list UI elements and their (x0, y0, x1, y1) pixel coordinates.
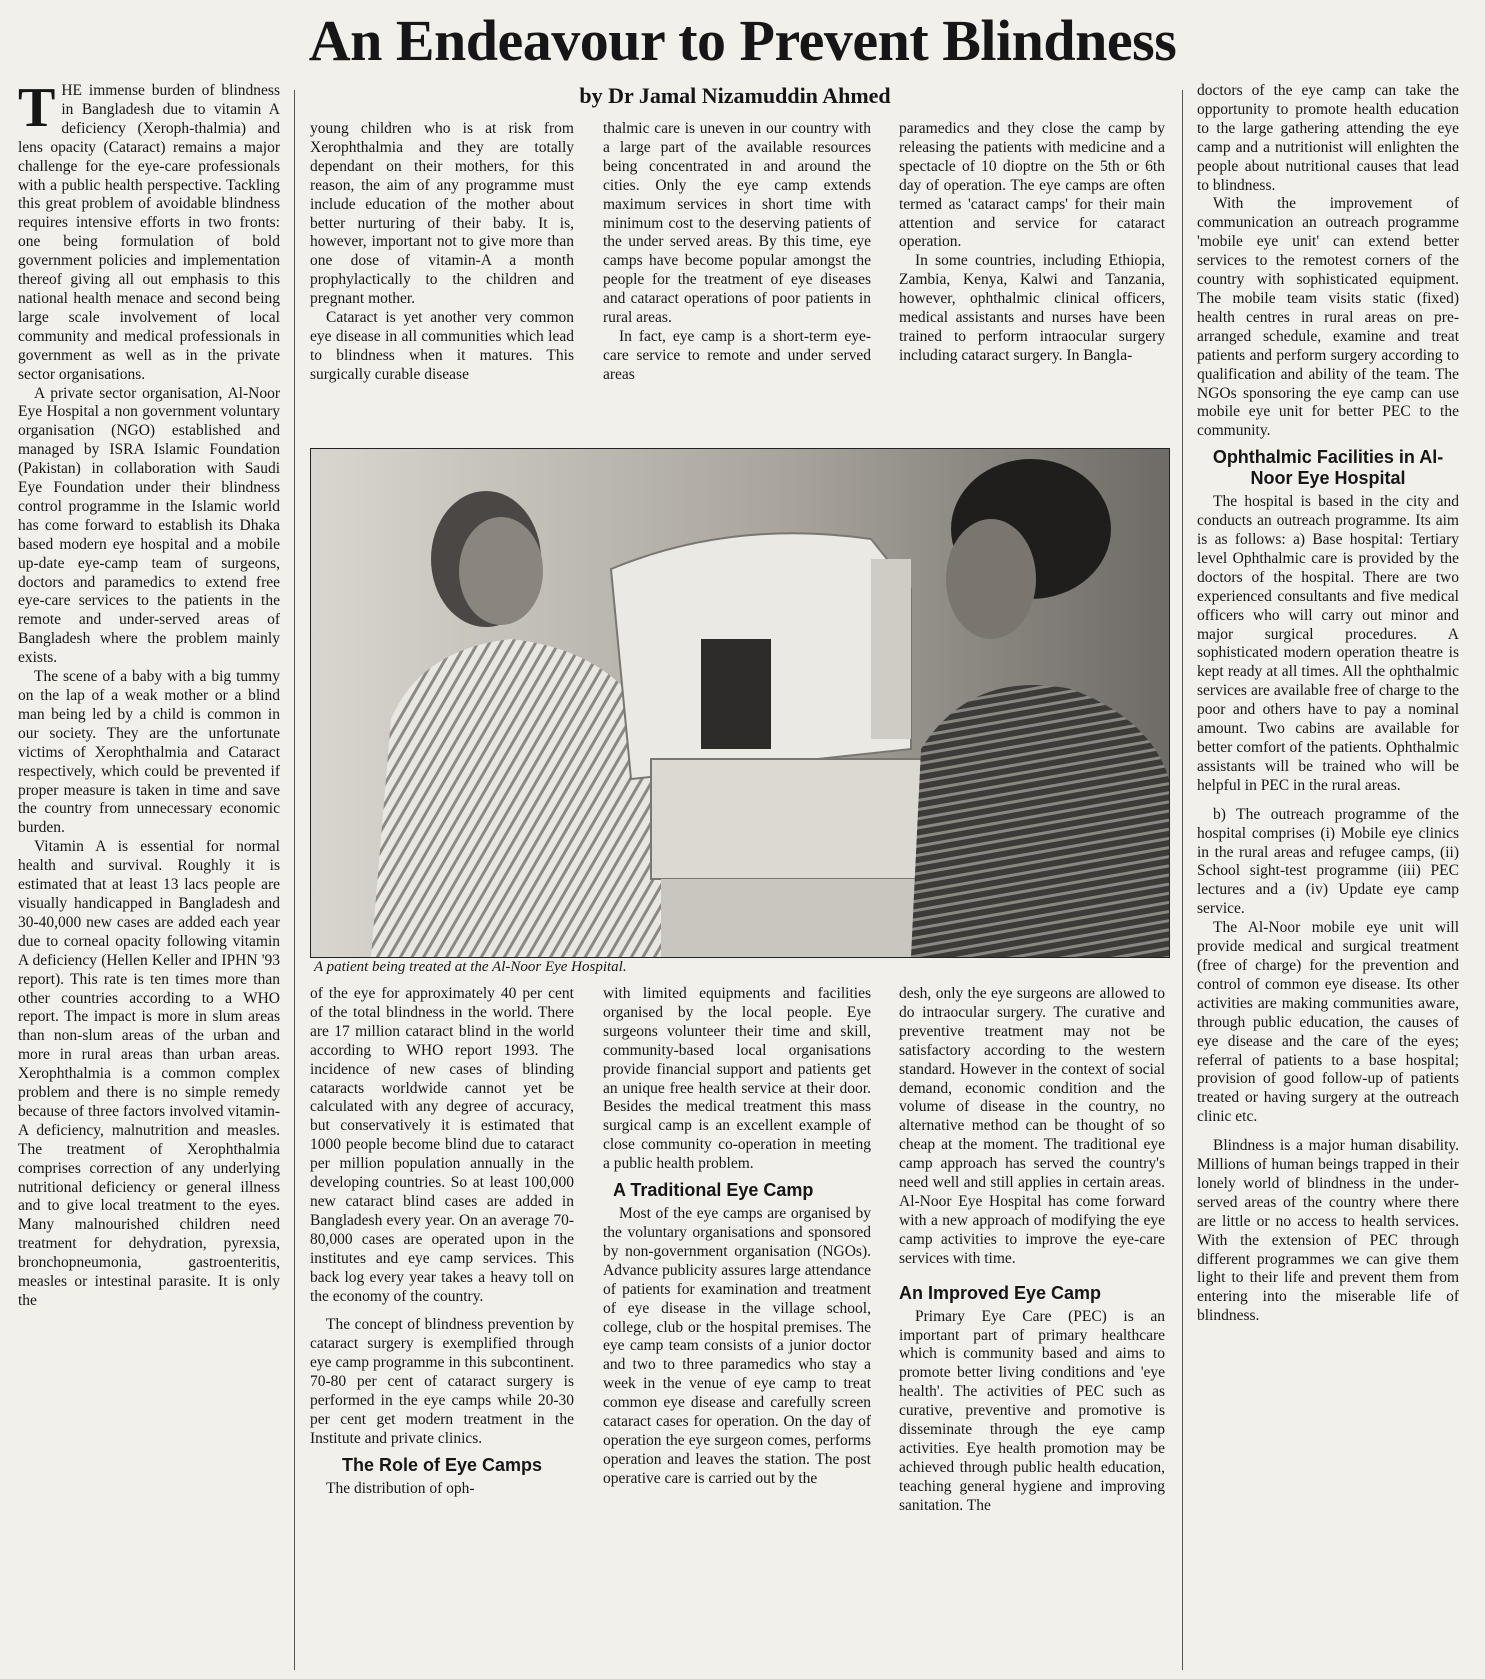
byline: by Dr Jamal Nizamuddin Ahmed (579, 83, 891, 108)
paragraph: desh, only the eye surgeons are allowed to do intraocular surgery. The curative and preventive treatment may not be satisfactory according to the western standard. However in the context of social demand, economic condition and the volume of disease in the country, no alternative method can be thought of so cheap at the moment. The traditional eye camp approach has served the country's need well and still applies in certain areas. Al-Noor Eye Hospital has come forward with a new approach of modifying the eye camp activities to improve the eye-care services with time. (899, 985, 1165, 1267)
paragraph: The concept of blindness prevention by cataract surgery is exemplified through eye camp programme in this subcontinent. 70-80 per cent of cataract surgery is performed in the eye camps while 20-30 per cent get modern treatment in the Institute and private clinics. (310, 1316, 574, 1447)
column-4-bottom (899, 985, 1165, 1675)
subhead-ophthalmic-facilities: Ophthalmic Facilities in Al-Noor Eye Hospital (1212, 447, 1444, 489)
column-5 (1197, 82, 1459, 1674)
column-rule (1182, 90, 1183, 1670)
column-1 (18, 82, 280, 1674)
paragraph: The distribution of oph- (326, 1479, 475, 1497)
paragraph: Primary Eye Care (PEC) is an important part of primary healthcare which is community based and aims to promote better living conditions and 'eye health'. The activities of PEC such as curative, preventive and promotive is disseminate through the eye camp activities. Eye health promotion may be achieved through public health education, teaching general hygiene and improving sanitation. The (899, 1307, 1165, 1514)
subhead-traditional-eye-camp: A Traditional Eye Camp (613, 1180, 814, 1201)
paragraph: In some countries, including Ethiopia, Zambia, Kenya, Kalwi and Tanzania, however, ophthalmic clinical officers, medical assistants and nurses have been trained to perform intraocular surgery including cataract surgery. In Bangla- (899, 252, 1165, 364)
paragraph: The Al-Noor mobile eye unit will provide medical and surgical treatment (free of charge) for the prevention and control of common eye disease. Its other activities are making communities aware, through public education, the causes of eye disease and the care of the eyes; referral of patients to a base hospital; provision of good follow-up of patients treated or having surgery at the outreach clinic etc. (1197, 919, 1459, 1126)
photo-illustration (311, 449, 1169, 957)
headline: An Endeavour to Prevent Blindness (308, 8, 1177, 73)
paragraph: of the eye for approximately 40 per cent of the total blindness in the world. There are 17 million cataract blind in the world according to WHO report 1993. The incidence of new cases of blinding cataracts worldwide cannot yet be calculated with any degree of accuracy, but conservatively it is estimated that 1000 people become blind due to cataract per million population annually in the developing countries. So at least 100,000 new cataract blind cases are added in Bangladesh every year. On an average 70-80,000 cases are operated upon in the institutes and eye camp services. This back log every year takes a heavy toll on the economy of the country. (310, 985, 574, 1305)
paragraph: Cataract is yet another very common eye disease in all communities which lead to blindness when it matures. This surgically curable disease (310, 309, 574, 383)
paragraph: Vitamin A is essential for normal health and survival. Roughly it is estimated that at least 13 lacs people are visually handicapped in Bangladesh and 30-40,000 new cases are added each year due to corneal opacity following vitamin A deficiency (Hellen Keller and IPHN '93 report). This rate is ten times more than other countries according to a WHO report. The impact is more in slum areas than non-slum areas of the urban and more in rural areas than urban areas. Xerophthalmia is a common complex problem and there is no simple remedy because of three factors involved vitamin-A deficiency, malnutrition and measles. The treatment of Xerophthalmia comprises correction of any underlying nutritional deficiency or general illness and to give local treatment to the eyes. Many malnourished children need treatment for dehydration, pyrexsia, bronchopneumonia, gastroenteritis, measles or intestinal parasite. It is only the (18, 838, 280, 1309)
paragraph: Blindness is a major human disability. Millions of human beings trapped in their lonely world of blindness in the under-served areas of the country where there are little or no access to health services. With the extension of PEC through different programmes we can give them light to their life and prevent them from entering into the miserable life of blindness. (1197, 1137, 1459, 1325)
paragraph: thalmic care is uneven in our country with a large part of the available resources being concentrated in and around the cities. Only the eye camp extends maximum services in short time with minimum cost to the deserving patients of the under served areas. By this time, eye camps have become popular amongst the people for the treatment of eye diseases and cataract operations of poor patients in rural areas. (603, 120, 871, 327)
column-rule (294, 90, 295, 1670)
column-3-bottom (603, 985, 871, 1675)
column-2-top (310, 120, 574, 442)
subhead-role-of-eye-camps: The Role of Eye Camps (341, 1454, 543, 1475)
paragraph: The scene of a baby with a big tummy on the lap of a weak mother or a blind man being led by a child is common in our society. They are the unfortunate victims of Xerophthalmia and Cataract respectively, which could be prevented if proper measure is taken in time and save the country from unnecessary economic burden. (18, 668, 280, 837)
subhead-improved-eye-camp: An Improved Eye Camp (899, 1282, 1102, 1303)
paragraph: In fact, eye camp is a short-term eye-care service to remote and under served areas (603, 327, 871, 383)
paragraph: with limited equipments and facilities organised by the local people. Eye surgeons volunteer their time and skill, community-based local organisations provide financial support and patients get an unique free health service at their door. Besides the medical treatment this mass surgical camp is an excellent example of close community co-operation in meeting a public health problem. (603, 985, 871, 1173)
photo-eye-exam (310, 448, 1170, 958)
paragraph: With the improvement of communication an outreach programme 'mobile eye unit' can extend better services to the remotest corners of the country with sophisticated equipment. The mobile team visits static (fixed) health centres in rural areas on pre-arranged schedule, examine and treat patients and perform surgery according to qualification and ability of the team. The NGOs sponsoring the eye camp can use mobile eye unit for better PEC to the community. (1197, 195, 1459, 440)
drop-cap: T (18, 82, 56, 139)
paragraph: HE immense burden of blindness in Bangladesh due to vitamin A deficiency (Xeroph-thalmia) and lens opacity (Cataract) remains a major challenge for the eye-care professionals with a public health perspective. Tackling this great problem of avoidable blindness requires intensive efforts in two fronts: one being formulation of bold government policies and implementation thereof giving all out emphasis to this national health menace and second being large scale involvement of local community and medical professionals in government as well as in the private sector organisations. (18, 82, 280, 383)
paragraph: b) The outreach programme of the hospital comprises (i) Mobile eye clinics in the rural areas and refugee camps, (ii) School sight-test programme (iii) PEC lectures and a (iv) Update eye camp service. (1197, 805, 1459, 918)
paragraph: young children who is at risk from Xerophthalmia and they are totally dependant on their mothers, for this reason, the aim of any programme must include education of the mother about better nurturing of their baby. It is, however, important not to give more than one dose of vitamin-A a month prophylactically to the children and pregnant mother. (310, 120, 574, 308)
paragraph: Most of the eye camps are organised by the voluntary organisations and sponsored by non-government organisation (NGOs). Advance publicity assures large attendance of patients for examination and treatment of eye disease in the village school, college, club or the hospital premises. The eye camp team consists of a junior doctor and two to three paramedics who stay a week in the venue of eye camp to treat common eye disease and carefully screen cataract cases for operation. On the day of operation the eye surgeon comes, performs operation and leaves the station. The post operative care is carried out by the (603, 1205, 871, 1487)
column-3-top (603, 120, 871, 442)
paragraph: paramedics and they close the camp by releasing the patients with medicine and a spectacle of 10 dioptre on the 5th or 6th day of operation. The eye camps are often termed as 'cataract camps' for their main attention and service for cataract operation. (899, 120, 1165, 251)
paragraph: The hospital is based in the city and conducts an outreach programme. Its aim is as follows: a) Base hospital: Tertiary level Ophthalmic care is provided by the doctors of the hospital. There are two experienced consultants and five medical officers who will carry out minor and major surgical procedures. A sophisticated modern operation theatre is kept ready at all times. All the ophthalmic services are available free of charge to the poor and others have to pay a nominal amount. Two cabins are available for better comfort of the patients. Ophthalmic assistants will be trained who will be helpful in PEC in the rural areas. (1197, 493, 1459, 794)
column-2-bottom (310, 985, 574, 1675)
paragraph: doctors of the eye camp can take the opportunity to promote health education to the large gathering attending the eye camp and a nutritionist will enlighten the people about nutritional causes that lead to blindness. (1197, 82, 1459, 194)
photo-caption: A patient being treated at the Al-Noor Eye Hospital. (314, 959, 627, 975)
paragraph: A private sector organisation, Al-Noor Eye Hospital a non government voluntary organisation (NGO) established and managed by ISRA Islamic Foundation (Pakistan) in collaboration with Saudi Eye Foundation under their blindness control programme in the Islamic world has come forward to establish its Dhaka based modern eye hospital and a mobile up-date eye-camp team of surgeons, doctors and paramedics to extend free eye-care services to the patients in the remote and under-served areas of Bangladesh where the problem mainly exists. (18, 384, 280, 667)
column-4-top (899, 120, 1165, 442)
